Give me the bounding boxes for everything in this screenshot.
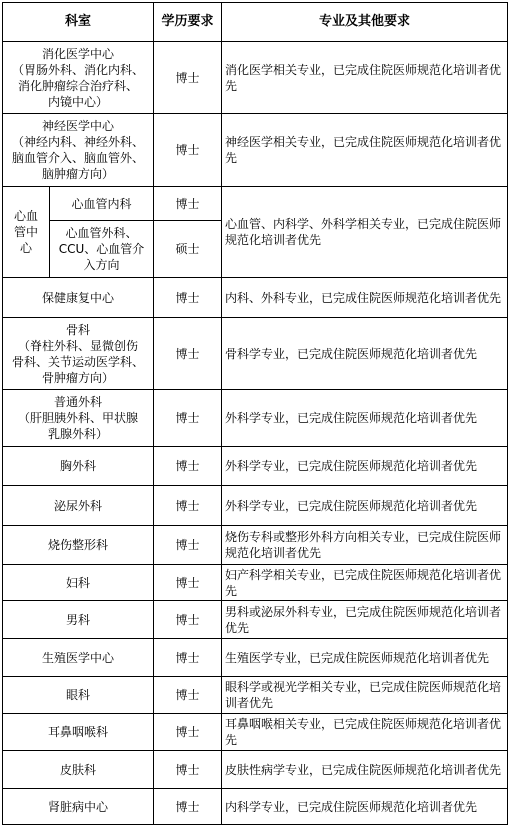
dept-cell: 心血管外科、 CCU、心血管介 入方向: [50, 221, 154, 278]
recruitment-table: [2, 2, 508, 825]
degree-cell: 博士: [154, 278, 222, 318]
requirement-cell: 骨科学专业，已完成住院医师规范化培训者优先: [222, 318, 508, 390]
requirement-cell: 内科学专业，已完成住院医师规范化培训者优先: [222, 789, 508, 825]
table-row: [3, 714, 508, 751]
header-degree: 学历要求: [154, 3, 222, 42]
requirement-cell: 男科或泌尿外科专业，已完成住院医师规范化培训者优先: [222, 601, 508, 639]
degree-cell: 博士: [154, 565, 222, 601]
dept-cell: 神经医学中心 （神经内科、神经外科、 脑血管介入、脑血管外、 脑肿瘤方向）: [3, 114, 154, 187]
degree-cell: 博士: [154, 390, 222, 447]
degree-cell: 博士: [154, 114, 222, 187]
requirement-cell: 皮肤性病学专业，已完成住院医师规范化培训者优先: [222, 751, 508, 789]
table-row: [3, 390, 508, 447]
requirement-cell: 心血管、内科学、外科学相关专业，已完成住院医师规范化培训者优先: [222, 187, 508, 278]
dept-cell: 心血管内科: [50, 187, 154, 221]
degree-cell: 博士: [154, 526, 222, 565]
table-row: [3, 187, 508, 221]
dept-cell: 烧伤整形科: [3, 526, 154, 565]
table-row: [3, 526, 508, 565]
requirement-cell: 神经医学相关专业，已完成住院医师规范化培训者优先: [222, 114, 508, 187]
table-row: [3, 751, 508, 789]
dept-cell: 胸外科: [3, 447, 154, 486]
table-row: [3, 565, 508, 601]
degree-cell: 博士: [154, 601, 222, 639]
dept-cell: 耳鼻咽喉科: [3, 714, 154, 751]
table-row: [3, 677, 508, 714]
dept-cell: 肾脏病中心: [3, 789, 154, 825]
dept-cell: 皮肤科: [3, 751, 154, 789]
degree-cell: 博士: [154, 318, 222, 390]
degree-cell: 博士: [154, 677, 222, 714]
requirement-cell: 眼科学或视光学相关专业，已完成住院医师规范化培训者优先: [222, 677, 508, 714]
requirement-cell: 妇产科学相关专业，已完成住院医师规范化培训者优先: [222, 565, 508, 601]
table-row: [3, 601, 508, 639]
degree-cell: 博士: [154, 639, 222, 677]
dept-cell: 保健康复中心: [3, 278, 154, 318]
degree-cell: 硕士: [154, 221, 222, 278]
dept-cell: 生殖医学中心: [3, 639, 154, 677]
degree-cell: 博士: [154, 789, 222, 825]
requirement-cell: 耳鼻咽喉相关专业，已完成住院医师规范化培训者优先: [222, 714, 508, 751]
degree-cell: 博士: [154, 187, 222, 221]
dept-cell: 普通外科 （肝胆胰外科、甲状腺 乳腺外科）: [3, 390, 154, 447]
dept-cell: 眼科: [3, 677, 154, 714]
header-row: [3, 3, 508, 42]
table-row: [3, 789, 508, 825]
dept-cell: 消化医学中心 （胃肠外科、消化内科、 消化肿瘤综合治疗科、 内镜中心）: [3, 42, 154, 114]
requirement-cell: 消化医学相关专业，已完成住院医师规范化培训者优先: [222, 42, 508, 114]
table-row: [3, 639, 508, 677]
dept-cell: 妇科: [3, 565, 154, 601]
degree-cell: 博士: [154, 486, 222, 526]
requirement-cell: 外科学专业，已完成住院医师规范化培训者优先: [222, 390, 508, 447]
table-row: [3, 447, 508, 486]
table-row: [3, 42, 508, 114]
table-row: [3, 278, 508, 318]
degree-cell: 博士: [154, 42, 222, 114]
requirement-cell: 烧伤专科或整形外科方向相关专业，已完成住院医师规范化培训者优先: [222, 526, 508, 565]
header-requirements: 专业及其他要求: [222, 3, 508, 42]
requirement-cell: 内科、外科专业，已完成住院医师规范化培训者优先: [222, 278, 508, 318]
dept-cell: 骨科 （脊柱外科、显微创伤 骨科、关节运动医学科、 骨肿瘤方向）: [3, 318, 154, 390]
degree-cell: 博士: [154, 447, 222, 486]
cardio-group-cell: 心血 管中 心: [3, 187, 50, 278]
table-row: [3, 114, 508, 187]
requirement-cell: 外科学专业，已完成住院医师规范化培训者优先: [222, 486, 508, 526]
dept-cell: 男科: [3, 601, 154, 639]
requirement-cell: 外科学专业，已完成住院医师规范化培训者优先: [222, 447, 508, 486]
requirement-cell: 生殖医学专业，已完成住院医师规范化培训者优先: [222, 639, 508, 677]
dept-cell: 泌尿外科: [3, 486, 154, 526]
table-row: [3, 486, 508, 526]
table-row: [3, 318, 508, 390]
degree-cell: 博士: [154, 751, 222, 789]
header-dept: 科室: [3, 3, 154, 42]
degree-cell: 博士: [154, 714, 222, 751]
